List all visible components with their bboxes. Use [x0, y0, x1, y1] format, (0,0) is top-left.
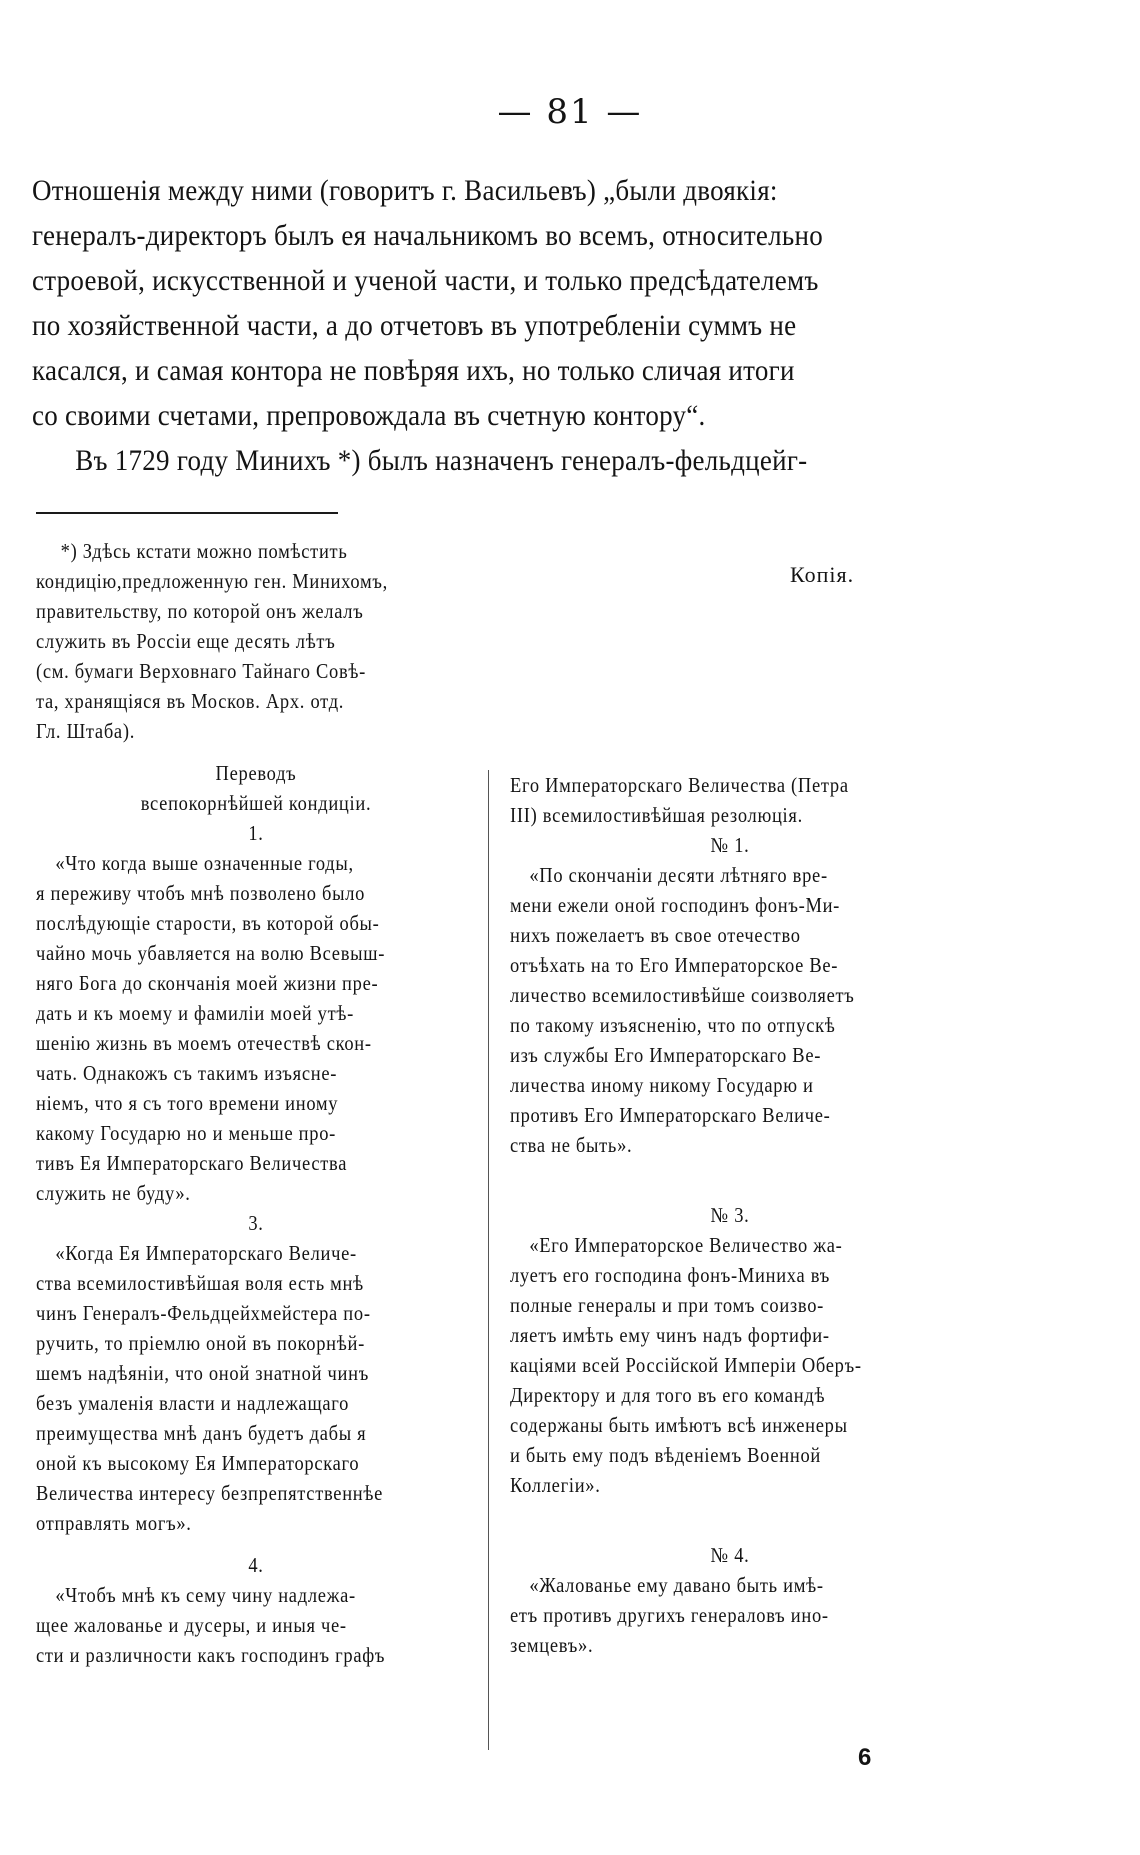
right-text-line: по такому изъясненію, что по отпускѣ [510, 1013, 836, 1037]
footnote-line: правительству, по которой онъ желалъ [36, 599, 364, 623]
right-text-line: личество всемилостивѣйше соизволяетъ [510, 983, 855, 1007]
left-text-line: шенію жизнь въ моемъ отечествѣ скон- [36, 1031, 372, 1055]
right-text-line: «Жалованье ему давано быть имѣ- [529, 1573, 824, 1597]
right-text-line: каціями всей Россійской Имперіи Оберъ- [510, 1353, 862, 1377]
page-number: — 81 — [497, 92, 643, 132]
right-text-line: етъ противъ другихъ генераловъ ино- [510, 1603, 829, 1627]
right-text-line: противъ Его Императорскаго Величе- [510, 1103, 831, 1127]
right-text-line: ства не быть». [510, 1133, 633, 1157]
left-text-line: безъ умаленія власти и надлежащаго [36, 1391, 350, 1415]
left-text-line: служить не буду». [36, 1181, 191, 1205]
footnote-line: *) Здѣсь кстати можно помѣстить [60, 539, 348, 563]
left-text-line: оной къ высокому Ея Императорскаго [36, 1451, 360, 1475]
right-text-line: «Его Императорское Величество жа- [529, 1233, 843, 1257]
right-heading: III) всемилостивѣйшая резолюція. [510, 803, 803, 827]
left-section-number: 1. [248, 821, 264, 845]
footnote-line: (см. бумаги Верховнаго Тайнаго Совѣ- [36, 659, 367, 683]
right-text-line: земцевъ». [510, 1633, 594, 1657]
left-text-line: чинъ Генералъ-Фельдцейхмейстера по- [36, 1301, 371, 1325]
right-text-line: Коллегіи». [510, 1473, 601, 1497]
left-text-line: преимущества мнѣ данъ будетъ дабы я [36, 1421, 367, 1445]
footnote-line: служить въ Россіи еще десять лѣтъ [36, 629, 336, 653]
main-line: со своими счетами, препровождала въ счетную контору“. [32, 399, 706, 432]
left-section-number: 4. [248, 1553, 264, 1577]
right-section-number: № 1. [710, 833, 750, 857]
kopiya-label: Копія. [790, 562, 855, 587]
left-text-line: дать и къ моему и фамиліи моей утѣ- [36, 1001, 354, 1025]
left-text-line: чайно мочь убавляется на волю Всевыш- [36, 941, 386, 965]
column-divider [488, 770, 489, 1750]
left-text-line: чать. Однакожъ съ такимъ изъясне- [36, 1061, 338, 1085]
footnote-line: Гл. Штаба). [36, 719, 136, 743]
right-heading: Его Императорскаго Величества (Петра [510, 773, 849, 797]
sheet-number: 6 [858, 1744, 872, 1771]
main-line: генералъ-директоръ былъ ея начальникомъ во всемъ, относительно [32, 219, 823, 252]
right-text-line: содержаны быть имѣютъ всѣ инженеры [510, 1413, 848, 1437]
main-line: касался, и самая контора не повѣряя ихъ, но только сличая итоги [32, 354, 795, 387]
right-text-line: мени ежели оной господинъ фонъ-Ми- [510, 893, 841, 917]
main-line: по хозяйственной части, а до отчетовъ въ употребленіи суммъ не [32, 309, 797, 342]
left-heading: всепокорнѣйшей кондиціи. [140, 791, 372, 815]
footnote-line: кондицію,предложенную ген. Минихомъ, [36, 569, 388, 593]
left-text-line: ручить, то пріемлю оной въ покорнѣй- [36, 1331, 365, 1355]
right-section-number: № 3. [710, 1203, 750, 1227]
right-text-line: «По скончаніи десяти лѣтняго вре- [529, 863, 828, 887]
left-text-line: сти и различности какъ господинъ графъ [36, 1643, 386, 1667]
right-text-line: луетъ его господина фонъ-Миниха въ [510, 1263, 830, 1287]
right-column [510, 770, 950, 1660]
left-text-line: ства всемилостивѣйшая воля есть мнѣ [36, 1271, 364, 1295]
left-text-line: ніемъ, что я съ того времени иному [36, 1091, 339, 1115]
right-text-line: ляетъ имѣть ему чинъ надъ фортифи- [510, 1323, 830, 1347]
right-text-line: нихъ пожелаетъ въ свое отечество [510, 923, 801, 947]
right-text-line: личества иному никому Государю и [510, 1073, 814, 1097]
main-text [32, 168, 1042, 483]
left-text-line: шемъ надѣяніи, что оной знатной чинъ [36, 1361, 369, 1385]
right-text-line: отъѣхать на то Его Императорское Ве- [510, 953, 839, 977]
left-text-line: «Когда Ея Императорскаго Величе- [55, 1241, 357, 1265]
footnote-divider [36, 512, 338, 514]
right-text-line: изъ службы Его Императорскаго Ве- [510, 1043, 822, 1067]
main-line: строевой, искусственной и ученой части, и только предсѣдателемъ [32, 264, 819, 297]
left-text-line: няго Бога до скончанія моей жизни пре- [36, 971, 379, 995]
right-text-line: Директору и для того въ его командѣ [510, 1383, 826, 1407]
footnote-line: та, хранящіяся въ Москов. Арх. отд. [36, 689, 345, 713]
left-text-line: тивъ Ея Императорскаго Величества [36, 1151, 348, 1175]
right-text-line: и быть ему подъ вѣденіемъ Военной [510, 1443, 821, 1467]
left-heading: Переводъ [215, 761, 297, 785]
left-text-line: «Что когда выше означенные годы, [55, 851, 354, 875]
left-text-line: отправлять могъ». [36, 1511, 192, 1535]
left-text-line: щее жалованье и дусеры, и иныя че- [36, 1613, 347, 1637]
right-section-number: № 4. [710, 1543, 750, 1567]
left-column [36, 536, 476, 1670]
left-text-line: какому Государю но и меньше про- [36, 1121, 337, 1145]
main-line: Въ 1729 году Минихъ *) былъ назначенъ генералъ-фельдцейг- [75, 444, 808, 477]
main-line: Отношенія между ними (говоритъ г. Васильевъ) „были двоякія: [32, 174, 778, 207]
left-section-number: 3. [248, 1211, 264, 1235]
right-text-line: полные генералы и при томъ соизво- [510, 1293, 825, 1317]
left-text-line: я переживу чтобъ мнѣ позволено было [36, 881, 366, 905]
left-text-line: Величества интересу безпрепятственнѣе [36, 1481, 384, 1505]
left-text-line: «Чтобъ мнѣ къ сему чину надлежа- [55, 1583, 356, 1607]
left-text-line: послѣдующіе старости, въ которой обы- [36, 911, 380, 935]
